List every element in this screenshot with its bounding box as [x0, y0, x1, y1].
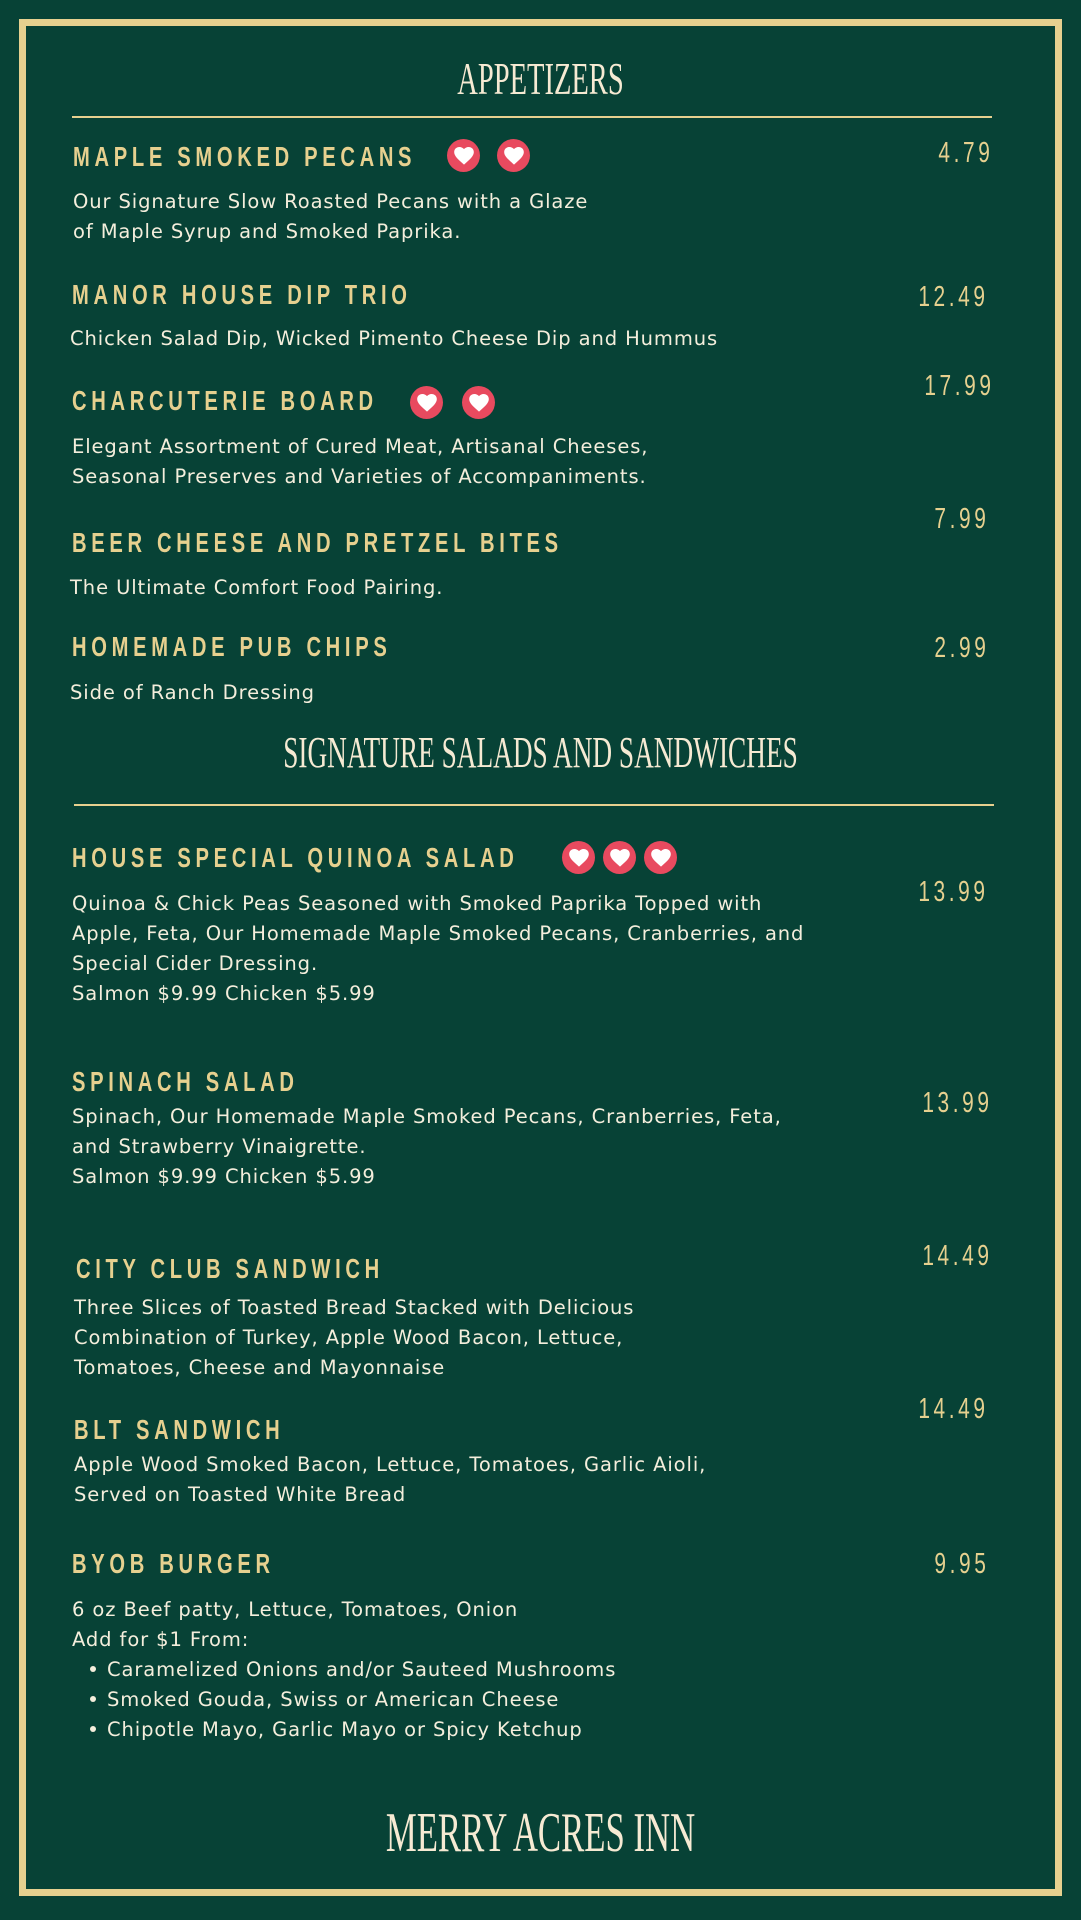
item-price: 4.79: [937, 137, 993, 169]
item-price: 14.49: [918, 1393, 989, 1425]
addon-option: [90, 1660, 616, 1680]
item-price: 17.99: [924, 370, 995, 402]
bullet-icon: [90, 1726, 96, 1732]
favorite-badges: [447, 139, 530, 172]
item-description: Special Cider Dressing.: [72, 952, 319, 975]
item-addon-prices: Salmon $9.99 Chicken $5.99: [72, 982, 376, 1005]
item-price: 13.99: [922, 1087, 993, 1119]
restaurant-name: MERRY ACRES INN: [385, 1802, 696, 1864]
item-name: BYOB BURGER: [72, 1548, 275, 1579]
addon-option: [90, 1690, 559, 1710]
item-description: Apple, Feta, Our Homemade Maple Smoked Pecans, Cranberries, and: [72, 922, 805, 945]
item-description: Add for $1 From:: [72, 1628, 250, 1651]
heart-icon: [562, 841, 595, 874]
item-description: Side of Ranch Dressing: [70, 681, 315, 704]
item-price: 7.99: [933, 503, 989, 535]
heart-icon: [410, 386, 443, 419]
item-price: 14.49: [922, 1240, 993, 1272]
heart-icon: [603, 841, 636, 874]
item-addon-prices: Salmon $9.99 Chicken $5.99: [72, 1165, 376, 1188]
item-description: of Maple Syrup and Smoked Paprika.: [73, 220, 462, 243]
item-price: 13.99: [918, 876, 989, 908]
heart-icon: [644, 841, 677, 874]
item-description: Served on Toasted White Bread: [74, 1483, 407, 1506]
item-name: MANOR HOUSE DIP TRIO: [72, 279, 412, 310]
favorite-badges: [410, 386, 495, 419]
favorite-badges: [562, 841, 677, 874]
item-description: Combination of Turkey, Apple Wood Bacon, Lettuce,: [74, 1326, 624, 1349]
item-description: Our Signature Slow Roasted Pecans with a Glaze: [73, 190, 589, 213]
item-description: Seasonal Preserves and Varieties of Accompaniments.: [72, 465, 647, 488]
item-name: HOMEMADE PUB CHIPS: [72, 631, 392, 662]
item-description: Apple Wood Smoked Bacon, Lettuce, Tomatoes, Garlic Aioli,: [74, 1453, 707, 1476]
item-description: The Ultimate Comfort Food Pairing.: [70, 576, 444, 599]
item-description: Chicken Salad Dip, Wicked Pimento Cheese Dip and Hummus: [70, 327, 719, 350]
heart-icon: [462, 386, 495, 419]
item-price: 2.99: [933, 632, 989, 664]
item-name: MAPLE SMOKED PECANS: [73, 141, 417, 172]
item-name: CHARCUTERIE BOARD: [72, 385, 378, 416]
item-price: 12.49: [918, 281, 989, 313]
item-name: BLT SANDWICH: [74, 1414, 285, 1445]
section-divider: [74, 804, 994, 806]
heart-icon: [497, 139, 530, 172]
item-description: Spinach, Our Homemade Maple Smoked Pecans, Cranberries, Feta,: [72, 1105, 782, 1128]
item-description: 6 oz Beef patty, Lettuce, Tomatoes, Onion: [72, 1598, 519, 1621]
item-name: SPINACH SALAD: [72, 1066, 299, 1097]
section-title-signature-salads-sandwiches: SIGNATURE SALADS AND SANDWICHES: [283, 728, 798, 777]
addon-label: Caramelized Onions and/or Sauteed Mushrooms: [107, 1658, 617, 1681]
item-description: Elegant Assortment of Cured Meat, Artisanal Cheeses,: [72, 435, 649, 458]
item-price: 9.95: [933, 1548, 989, 1580]
addon-label: Chipotle Mayo, Garlic Mayo or Spicy Ketchup: [107, 1718, 583, 1741]
item-name: BEER CHEESE AND PRETZEL BITES: [72, 527, 563, 558]
section-title-appetizers: APPETIZERS: [457, 53, 624, 104]
bullet-icon: [90, 1696, 96, 1702]
addon-option: [90, 1720, 583, 1740]
addon-label: Smoked Gouda, Swiss or American Cheese: [107, 1688, 560, 1711]
heart-icon: [447, 139, 480, 172]
item-description: Quinoa & Chick Peas Seasoned with Smoked Paprika Topped with: [72, 892, 763, 915]
item-description: Three Slices of Toasted Bread Stacked with Delicious: [74, 1296, 635, 1319]
item-name: CITY CLUB SANDWICH: [76, 1253, 384, 1284]
section-divider: [72, 116, 992, 118]
bullet-icon: [90, 1666, 96, 1672]
item-name: HOUSE SPECIAL QUINOA SALAD: [72, 842, 519, 873]
item-description: and Strawberry Vinaigrette.: [72, 1135, 367, 1158]
item-description: Tomatoes, Cheese and Mayonnaise: [74, 1356, 446, 1379]
